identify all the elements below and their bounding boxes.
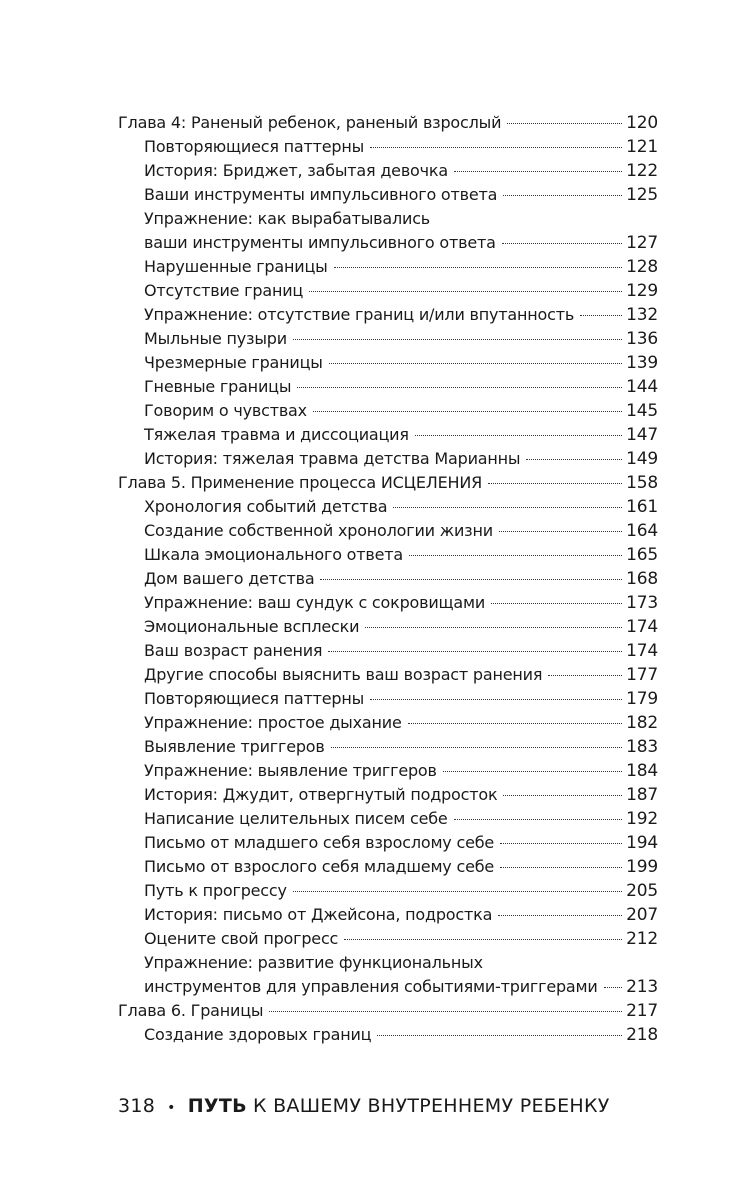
toc-entry-title: Отсутствие границ xyxy=(144,281,304,300)
toc-entry-page-number: 127 xyxy=(626,233,658,253)
toc-entry-title: Письмо от младшего себя взрослому себе xyxy=(144,833,495,852)
toc-entry-page-number: 183 xyxy=(626,737,658,757)
toc-section-entry xyxy=(118,375,658,399)
dot-leader xyxy=(548,675,622,676)
toc-entry-page-number: 149 xyxy=(626,449,658,469)
toc-entry-title: Упражнение: ваш сундук с сокровищами xyxy=(144,593,486,612)
toc-section-entry xyxy=(118,663,658,687)
dot-leader xyxy=(507,123,622,124)
toc-section-entry xyxy=(118,855,658,879)
toc-section-entry xyxy=(118,399,658,423)
dot-leader xyxy=(331,747,623,748)
toc-entry-title: Хронология событий детства xyxy=(144,497,388,516)
toc-entry-title: Упражнение: развитие функциональных xyxy=(144,953,483,972)
toc-entry-title: Упражнение: отсутствие границ и/или впутанность xyxy=(144,305,575,324)
toc-entry-page-number: 173 xyxy=(626,593,658,613)
footer-bullet: • xyxy=(167,1100,176,1116)
toc-section-entry xyxy=(118,447,658,471)
toc-section-entry xyxy=(118,159,658,183)
toc-chapter-entry xyxy=(118,471,658,495)
toc-chapter-entry xyxy=(118,999,658,1023)
dot-leader xyxy=(491,603,622,604)
dot-leader xyxy=(370,147,622,148)
toc-chapter-entry xyxy=(118,111,658,135)
dot-leader xyxy=(503,795,622,796)
dot-leader xyxy=(370,699,622,700)
toc-entry-page-number: 213 xyxy=(626,977,658,997)
toc-entry-page-number: 121 xyxy=(626,137,658,157)
dot-leader xyxy=(365,627,622,628)
toc-entry-page-number: 217 xyxy=(626,1001,658,1021)
toc-entry-page-number: 136 xyxy=(626,329,658,349)
toc-entry-page-number: 122 xyxy=(626,161,658,181)
toc-section-entry xyxy=(118,831,658,855)
toc-entry-title: Глава 5. Применение процесса ИСЦЕЛЕНИЯ xyxy=(118,473,483,492)
toc-entry-page-number: 187 xyxy=(626,785,658,805)
toc-entry-title: Написание целительных писем себе xyxy=(144,809,448,828)
toc-entry-title: Глава 6. Границы xyxy=(118,1001,264,1020)
dot-leader xyxy=(313,411,622,412)
dot-leader xyxy=(377,1035,622,1036)
dot-leader xyxy=(498,915,622,916)
page-footer xyxy=(118,1095,610,1117)
dot-leader xyxy=(499,531,622,532)
dot-leader xyxy=(328,651,622,652)
toc-entry-title: Создание собственной хронологии жизни xyxy=(144,521,493,540)
toc-section-entry xyxy=(118,591,658,615)
toc-entry-title: Путь к прогрессу xyxy=(144,881,287,900)
toc-section-entry xyxy=(118,927,658,951)
toc-section-entry xyxy=(118,495,658,519)
toc-entry-page-number: 145 xyxy=(626,401,658,421)
dot-leader xyxy=(580,315,622,316)
toc-entry-page-number: 212 xyxy=(626,929,658,949)
toc-entry-title: Ваши инструменты импульсивного ответа xyxy=(144,185,498,204)
dot-leader xyxy=(269,1011,622,1012)
toc-entry-page-number: 177 xyxy=(626,665,658,685)
toc-entry-page-number: 161 xyxy=(626,497,658,517)
book-title-rest: К ВАШЕМУ ВНУТРЕННЕМУ РЕБЕНКУ xyxy=(252,1095,610,1117)
toc-entry-title: Мыльные пузыри xyxy=(144,329,287,348)
toc-entry-title: Упражнение: простое дыхание xyxy=(144,713,402,732)
toc-entry-page-number: 164 xyxy=(626,521,658,541)
toc-entry-title: Гневные границы xyxy=(144,377,292,396)
toc-entry-title: История: тяжелая травма детства Марианны xyxy=(144,449,521,468)
toc-entry-title: Оцените свой прогресс xyxy=(144,929,339,948)
toc-entry-title: Говорим о чувствах xyxy=(144,401,307,420)
toc-section-entry xyxy=(118,615,658,639)
dot-leader xyxy=(415,435,622,436)
dot-leader xyxy=(488,483,622,484)
toc-section-entry xyxy=(118,303,658,327)
dot-leader xyxy=(500,843,622,844)
toc-entry-page-number: 199 xyxy=(626,857,658,877)
toc-section-entry xyxy=(118,183,658,207)
toc-section-entry xyxy=(118,423,658,447)
dot-leader xyxy=(293,891,622,892)
dot-leader xyxy=(334,267,623,268)
toc-entry-page-number: 179 xyxy=(626,689,658,709)
dot-leader xyxy=(409,555,622,556)
toc-section-entry xyxy=(118,711,658,735)
toc-entry-page-number: 165 xyxy=(626,545,658,565)
toc-section-entry xyxy=(118,519,658,543)
toc-entry-title: Эмоциональные всплески xyxy=(144,617,360,636)
dot-leader xyxy=(526,459,622,460)
toc-entry-page-number: 174 xyxy=(626,617,658,637)
toc-entry-page-number: 184 xyxy=(626,761,658,781)
dot-leader xyxy=(443,771,622,772)
toc-section-entry xyxy=(118,903,658,927)
toc-section-entry xyxy=(118,135,658,159)
toc-entry-title: Письмо от взрослого себя младшему себе xyxy=(144,857,495,876)
dot-leader xyxy=(344,939,622,940)
toc-section-entry xyxy=(118,975,658,999)
toc-section-entry xyxy=(118,735,658,759)
toc-entry-page-number: 218 xyxy=(626,1025,658,1045)
toc-section-entry xyxy=(118,279,658,303)
toc-entry-page-number: 207 xyxy=(626,905,658,925)
dot-leader xyxy=(329,363,622,364)
toc-section-entry xyxy=(118,327,658,351)
dot-leader xyxy=(604,987,623,988)
dot-leader xyxy=(503,195,622,196)
toc-entry-title: Повторяющиеся паттерны xyxy=(144,689,365,708)
toc-entry-title: ваши инструменты импульсивного ответа xyxy=(144,233,496,252)
toc-entry-page-number: 174 xyxy=(626,641,658,661)
toc-section-entry xyxy=(118,1023,658,1047)
toc-entry-page-number: 147 xyxy=(626,425,658,445)
dot-leader xyxy=(320,579,622,580)
table-of-contents xyxy=(118,111,658,1047)
dot-leader xyxy=(393,507,622,508)
toc-section-entry xyxy=(118,759,658,783)
toc-entry-title: Нарушенные границы xyxy=(144,257,328,276)
toc-entry-title: Повторяющиеся паттерны xyxy=(144,137,365,156)
toc-entry-title: Другие способы выяснить ваш возраст ранения xyxy=(144,665,543,684)
toc-entry-page-number: 132 xyxy=(626,305,658,325)
book-title-bold: ПУТЬ xyxy=(187,1095,247,1117)
dot-leader xyxy=(454,819,623,820)
dot-leader xyxy=(408,723,623,724)
toc-section-entry xyxy=(118,879,658,903)
toc-entry-title: Чрезмерные границы xyxy=(144,353,323,372)
toc-entry-title: Упражнение: как вырабатывались xyxy=(144,209,431,228)
toc-entry-page-number: 182 xyxy=(626,713,658,733)
page-number: 318 xyxy=(118,1095,156,1117)
dot-leader xyxy=(454,171,622,172)
toc-section-entry xyxy=(118,255,658,279)
toc-entry-title: инструментов для управления событиями-триггерами xyxy=(144,977,598,996)
toc-entry-title: Создание здоровых границ xyxy=(144,1025,372,1044)
toc-entry-page-number: 192 xyxy=(626,809,658,829)
toc-section-entry xyxy=(118,687,658,711)
toc-entry-page-number: 194 xyxy=(626,833,658,853)
toc-entry-title: История: Бриджет, забытая девочка xyxy=(144,161,448,180)
toc-entry-title: Шкала эмоционального ответа xyxy=(144,545,403,564)
toc-entry-title: История: письмо от Джейсона, подростка xyxy=(144,905,493,924)
toc-section-entry xyxy=(118,951,658,975)
toc-section-entry xyxy=(118,351,658,375)
toc-entry-title: Тяжелая травма и диссоциация xyxy=(144,425,409,444)
toc-entry-title: Выявление триггеров xyxy=(144,737,325,756)
toc-entry-page-number: 120 xyxy=(626,113,658,133)
toc-entry-title: Ваш возраст ранения xyxy=(144,641,323,660)
toc-section-entry xyxy=(118,207,658,231)
toc-entry-title: Дом вашего детства xyxy=(144,569,315,588)
toc-section-entry xyxy=(118,639,658,663)
toc-entry-title: Упражнение: выявление триггеров xyxy=(144,761,437,780)
toc-entry-page-number: 129 xyxy=(626,281,658,301)
dot-leader xyxy=(500,867,622,868)
toc-entry-page-number: 205 xyxy=(626,881,658,901)
dot-leader xyxy=(502,243,622,244)
dot-leader xyxy=(309,291,622,292)
toc-section-entry xyxy=(118,807,658,831)
toc-entry-title: Глава 4: Раненый ребенок, раненый взрослый xyxy=(118,113,502,132)
toc-entry-page-number: 125 xyxy=(626,185,658,205)
toc-entry-page-number: 158 xyxy=(626,473,658,493)
toc-section-entry xyxy=(118,783,658,807)
toc-entry-title: История: Джудит, отвергнутый подросток xyxy=(144,785,498,804)
toc-entry-page-number: 128 xyxy=(626,257,658,277)
toc-entry-page-number: 144 xyxy=(626,377,658,397)
toc-section-entry xyxy=(118,543,658,567)
toc-entry-page-number: 168 xyxy=(626,569,658,589)
dot-leader xyxy=(297,387,622,388)
toc-entry-page-number: 139 xyxy=(626,353,658,373)
toc-section-entry xyxy=(118,231,658,255)
dot-leader xyxy=(293,339,622,340)
toc-section-entry xyxy=(118,567,658,591)
